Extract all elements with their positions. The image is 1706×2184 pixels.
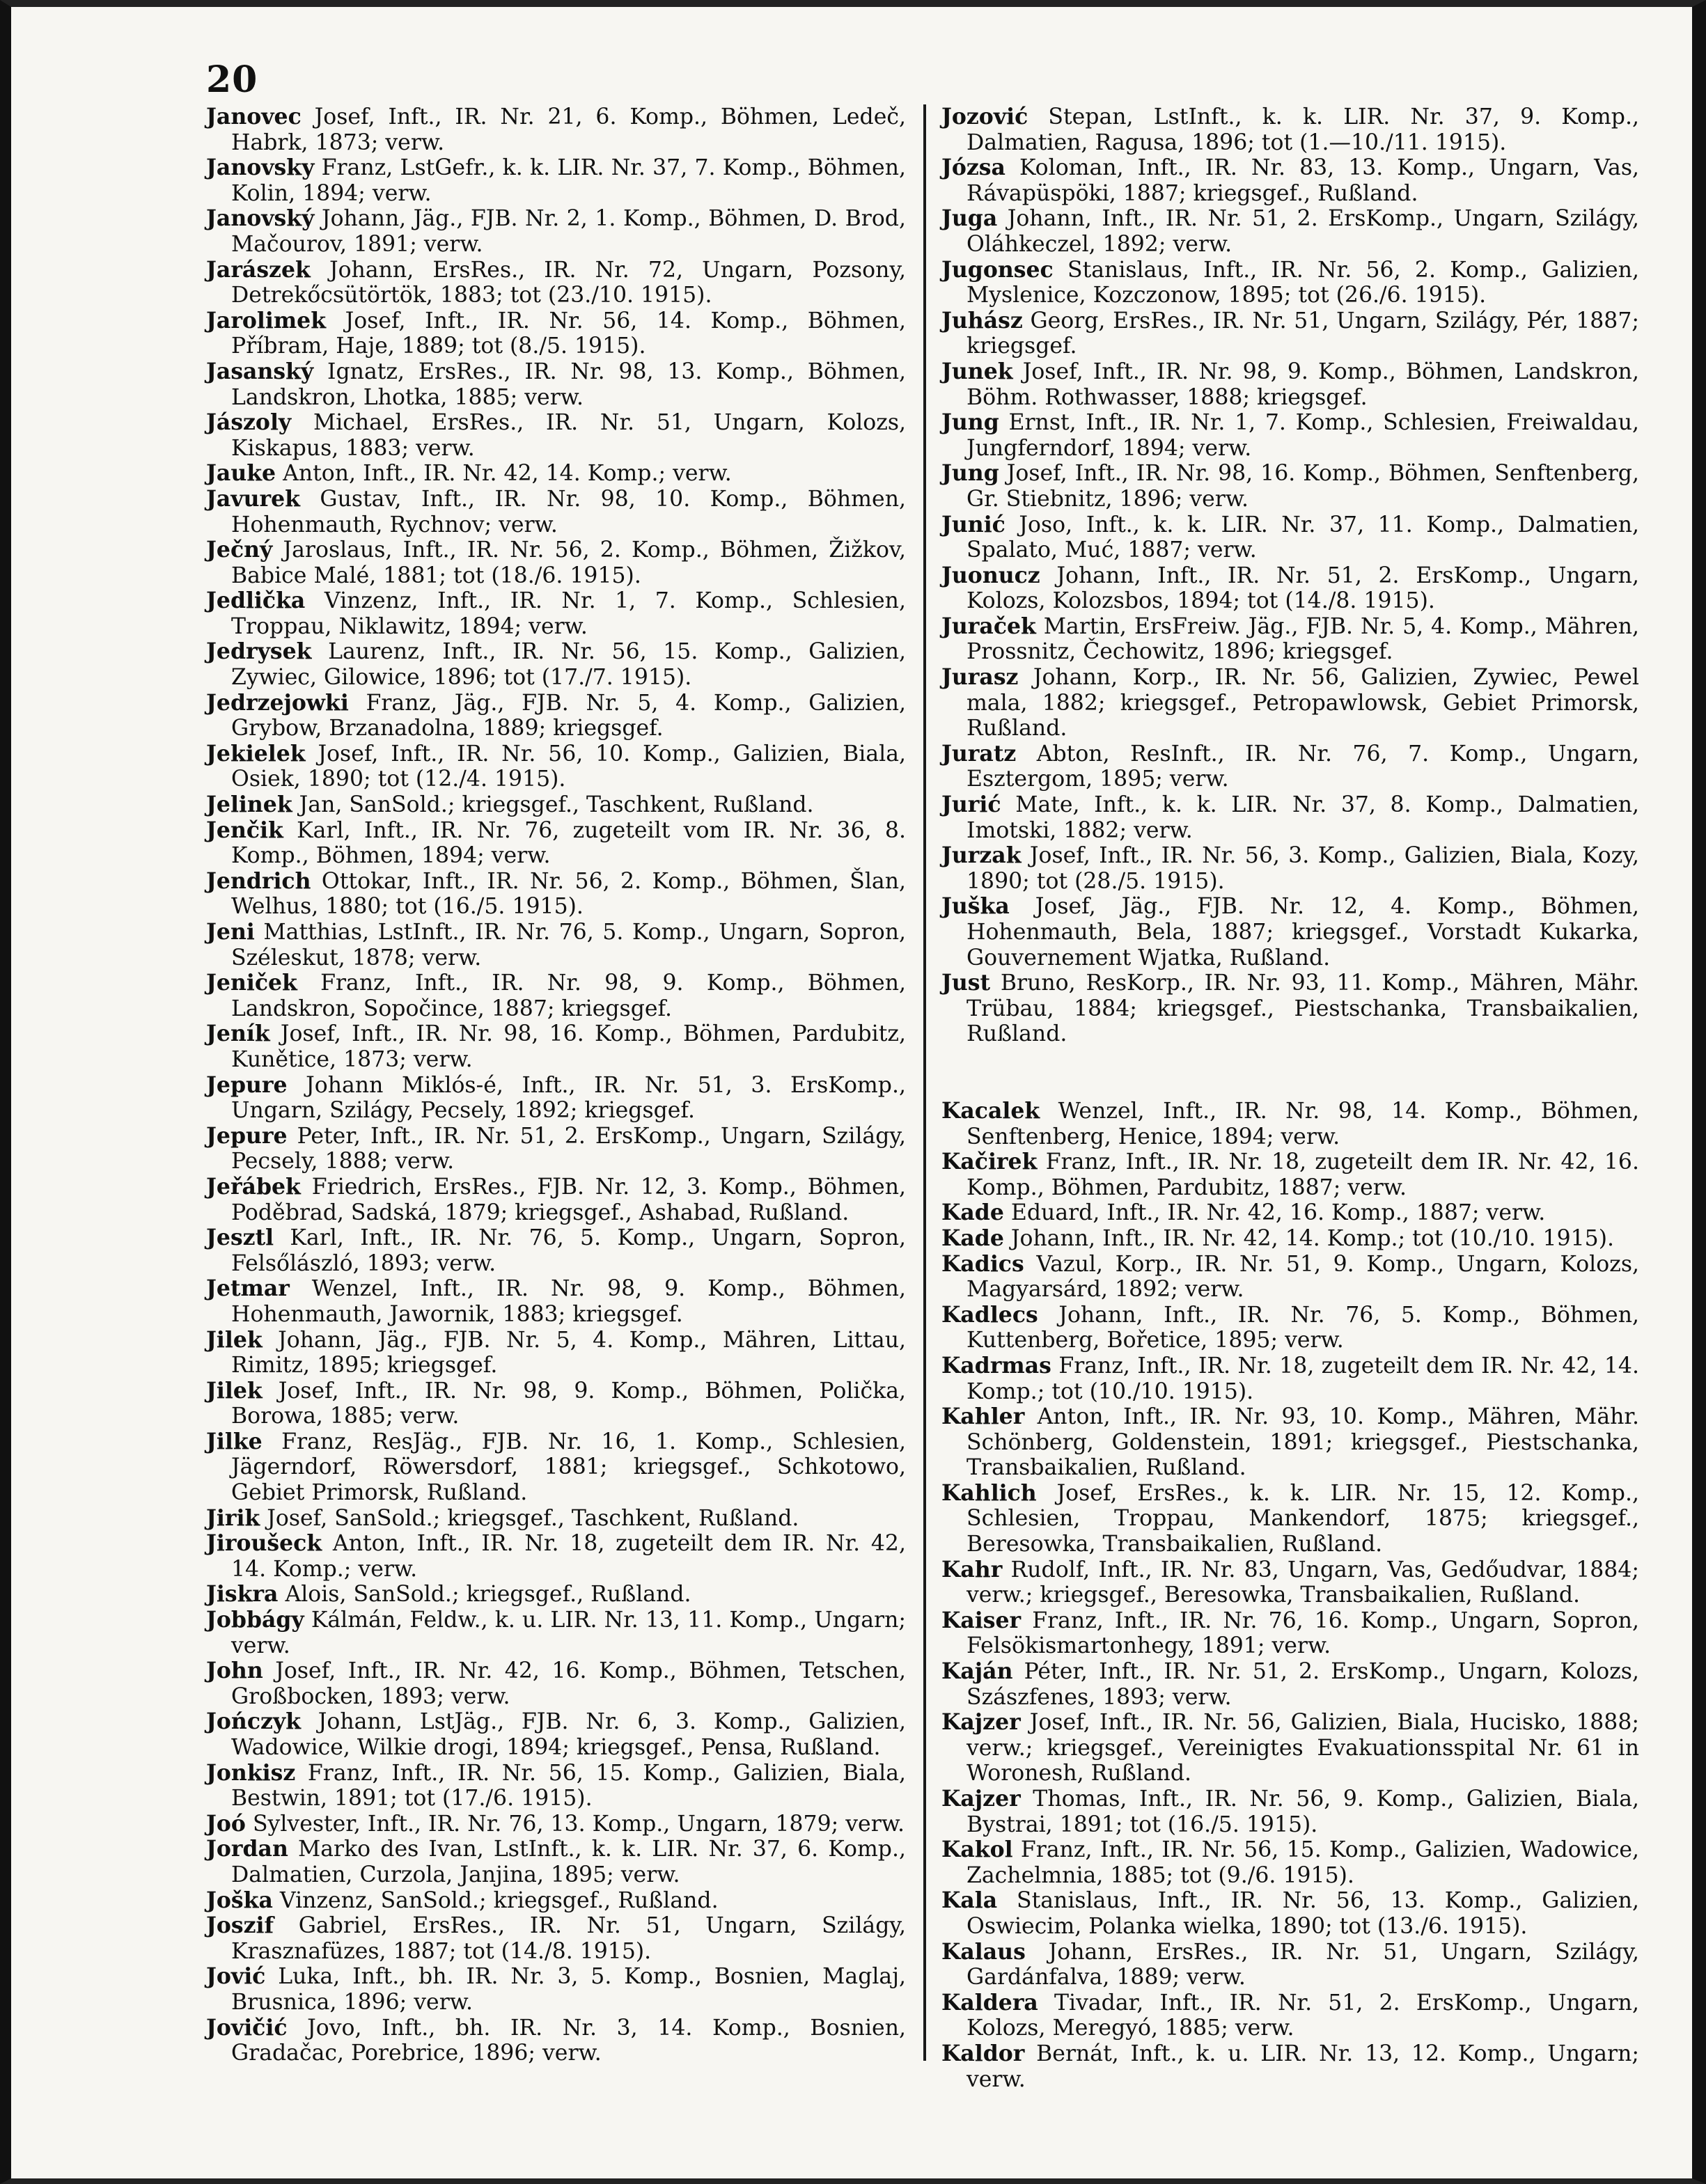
entry-details: Franz, Inft., IR. Nr. 18, zugeteilt dem IR. Nr. 42, 14. Komp.; tot (10./10. 1915). — [967, 1353, 1639, 1404]
register-entry — [206, 155, 906, 206]
entry-surname: Kalaus — [941, 1938, 1026, 1965]
entry-surname: Jończyk — [206, 1708, 302, 1735]
entry-surname: Jobbágy — [206, 1607, 304, 1633]
entry-details: Vinzenz, Inft., IR. Nr. 1, 7. Komp., Schlesien, Troppau, Niklawitz, 1894; verw. — [231, 588, 906, 639]
register-entry — [941, 206, 1639, 257]
entry-details: Joso, Inft., k. k. LIR. Nr. 37, 11. Komp., Dalmatien, Spalato, Muć, 1887; verw. — [967, 512, 1639, 563]
entry-details: Jovo, Inft., bh. IR. Nr. 3, 14. Komp., Bosnien, Gradačac, Porebrice, 1896; verw. — [231, 2015, 906, 2066]
register-entry — [206, 1073, 906, 1124]
register-entry — [206, 1837, 906, 1887]
register-entry — [941, 1353, 1639, 1404]
entry-surname: Javurek — [206, 485, 300, 512]
entry-details: Franz, Inft., IR. Nr. 98, 9. Komp., Böhmen, Landskron, Sopočince, 1887; kriegsgef. — [231, 971, 906, 1021]
register-entry — [206, 1812, 906, 1837]
entry-surname: Ječný — [206, 537, 273, 563]
entry-details: Bernát, Inft., k. u. LIR. Nr. 13, 12. Komp., Ungarn; verw. — [967, 2041, 1639, 2092]
entry-surname: Kadlecs — [941, 1301, 1038, 1328]
entry-surname: Joó — [206, 1810, 246, 1837]
entry-details: Stanislaus, Inft., IR. Nr. 56, 2. Komp., Galizien, Myslenice, Kozczonow, 1895; tot (26./6. 1915). — [967, 257, 1639, 308]
entry-details: Stanislaus, Inft., IR. Nr. 56, 13. Komp., Galizien, Oswiecim, Polanka wielka, 1890; tot (13./6. 1915). — [967, 1888, 1639, 1939]
entry-surname: Kahlich — [941, 1479, 1037, 1506]
entry-surname: Kaján — [941, 1658, 1013, 1685]
entry-details: Josef, Inft., IR. Nr. 98, 9. Komp., Böhmen, Polička, Borowa, 1885; verw. — [231, 1378, 906, 1429]
entry-surname: Jurzak — [941, 842, 1022, 869]
register-entry — [941, 665, 1639, 741]
entry-details: Bruno, ResKorp., IR. Nr. 93, 11. Komp., Mähren, Mähr. Trübau, 1884; kriegsgef., Piestschanka, Transbaikalien, Rußland. — [967, 971, 1639, 1047]
register-entry — [941, 155, 1639, 206]
register-entry — [206, 1175, 906, 1225]
entry-surname: Jurasz — [941, 664, 1019, 691]
entry-details: Marko des Ivan, LstInft., k. k. LIR. Nr. 37, 6. Komp., Dalmatien, Curzola, Janjina, 1895; verw. — [231, 1837, 906, 1887]
entry-surname: Jekielek — [206, 740, 306, 767]
entry-details: Franz, Jäg., FJB. Nr. 5, 4. Komp., Galizien, Grybow, Brzanadolna, 1889; kriegsgef. — [231, 690, 906, 741]
register-entry — [206, 920, 906, 971]
entry-surname: Jugonsec — [941, 256, 1054, 283]
register-entry — [206, 1378, 906, 1429]
entry-details: Josef, ErsRes., k. k. LIR. Nr. 15, 12. Komp., Schlesien, Troppau, Mankendorf, 1875; kriegsgef., Beresowka, Transbaikalien, Rußland. — [967, 1480, 1639, 1557]
entry-details: Matthias, LstInft., IR. Nr. 76, 5. Komp., Ungarn, Sopron, Széleskut, 1878; verw. — [231, 920, 906, 971]
register-entry — [941, 258, 1639, 308]
register-entry — [206, 818, 906, 869]
register-entry — [206, 1225, 906, 1276]
register-entry — [941, 1940, 1639, 1990]
entry-details: Péter, Inft., IR. Nr. 51, 2. ErsKomp., Ungarn, Kolozs, Szászfenes, 1893; verw. — [967, 1659, 1639, 1710]
entry-details: Stepan, LstInft., k. k. LIR. Nr. 37, 9. Komp., Dalmatien, Ragusa, 1896; tot (1.—10./11. 1915). — [967, 104, 1639, 155]
entry-surname: Jirik — [206, 1505, 260, 1531]
register-entry — [941, 1481, 1639, 1557]
entry-details: Josef, Inft., IR. Nr. 56, 14. Komp., Böhmen, Příbram, Haje, 1889; tot (8./5. 1915). — [231, 308, 906, 359]
entry-details: Johann, Jäg., FJB. Nr. 5, 4. Komp., Mähren, Littau, Rimitz, 1895; kriegsgef. — [231, 1327, 906, 1378]
entry-surname: Jilek — [206, 1326, 263, 1353]
register-entry — [206, 1582, 906, 1608]
register-entry — [941, 894, 1639, 971]
entry-details: Franz, Inft., IR. Nr. 56, 15. Komp., Galizien, Wadowice, Zachelmnia, 1885; tot (9./6. 1915). — [967, 1837, 1639, 1888]
entry-surname: Kakol — [941, 1837, 1013, 1863]
register-entry — [941, 1099, 1639, 1149]
entry-details: Johann, ErsRes., IR. Nr. 51, Ungarn, Szilágy, Gardánfalva, 1889; verw. — [967, 1939, 1639, 1990]
entry-surname: Jonkisz — [206, 1759, 296, 1786]
entry-details: Kálmán, Feldw., k. u. LIR. Nr. 13, 11. Komp., Ungarn; verw. — [231, 1608, 906, 1658]
entry-surname: Jeni — [206, 919, 255, 945]
entry-surname: Jászoly — [206, 409, 292, 436]
entry-surname: Jiroušeck — [206, 1530, 322, 1557]
register-entry — [206, 1531, 906, 1582]
entry-surname: Jarolimek — [206, 307, 327, 333]
entry-surname: Jelinek — [206, 792, 292, 818]
entry-surname: Jedlička — [206, 588, 306, 614]
register-entry — [941, 971, 1639, 1047]
entry-details: Josef, Inft., IR. Nr. 56, 10. Komp., Galizien, Biala, Osiek, 1890; tot (12./4. 1915). — [231, 741, 906, 792]
register-entry — [206, 1658, 906, 1709]
register-entry — [206, 1709, 906, 1760]
register-entry — [941, 843, 1639, 894]
entry-details: Gabriel, ErsRes., IR. Nr. 51, Ungarn, Szilágy, Krasznafüzes, 1887; tot (14./8. 1915). — [231, 1913, 906, 1964]
entry-surname: Jiskra — [206, 1581, 279, 1608]
entry-details: Josef, SanSold.; kriegsgef., Taschkent, Rußland. — [260, 1505, 799, 1531]
register-entry — [941, 1557, 1639, 1608]
entry-details: Johann, Jäg., FJB. Nr. 2, 1. Komp., Böhmen, D. Brod, Mačourov, 1891; verw. — [231, 206, 906, 257]
entry-surname: Jesztl — [206, 1225, 274, 1251]
entry-details: Ignatz, ErsRes., IR. Nr. 98, 13. Komp., Böhmen, Landskron, Lhotka, 1885; verw. — [231, 359, 906, 410]
entry-surname: Jung — [941, 460, 999, 487]
entry-surname: Kajzer — [941, 1786, 1021, 1812]
entry-details: Johann, Inft., IR. Nr. 76, 5. Komp., Böhmen, Kuttenberg, Bořetice, 1895; verw. — [967, 1302, 1639, 1353]
entry-details: Franz, LstGefr., k. k. LIR. Nr. 37, 7. Komp., Böhmen, Kolin, 1894; verw. — [231, 155, 906, 206]
entry-details: Ottokar, Inft., IR. Nr. 56, 2. Komp., Böhmen, Šlan, Welhus, 1880; tot (16./5. 1915). — [231, 868, 906, 920]
register-entry — [206, 410, 906, 461]
entry-surname: Juraček — [941, 613, 1036, 639]
register-entry — [941, 1990, 1639, 2041]
register-entry — [206, 1429, 906, 1506]
register-entry — [941, 614, 1639, 665]
entry-surname: Jedrysek — [206, 638, 312, 665]
register-entry — [206, 869, 906, 920]
entry-surname: Kaldor — [941, 2040, 1025, 2066]
entry-surname: Jenčik — [206, 817, 283, 843]
entry-details: Vazul, Korp., IR. Nr. 51, 9. Komp., Ungarn, Kolozs, Magyarsárd, 1892; verw. — [967, 1251, 1639, 1303]
entry-surname: Kačirek — [941, 1149, 1038, 1175]
entry-details: Laurenz, Inft., IR. Nr. 56, 15. Komp., Galizien, Zywiec, Gilowice, 1896; tot (17./7. 1915). — [231, 639, 906, 691]
entry-details: Anton, Inft., IR. Nr. 18, zugeteilt dem IR. Nr. 42, 14. Komp.; verw. — [231, 1531, 906, 1582]
entry-surname: Jeník — [206, 1021, 270, 1047]
entry-details: Koloman, Inft., IR. Nr. 83, 13. Komp., Ungarn, Vas, Rávapüspöki, 1887; kriegsgef., Rußland. — [967, 155, 1639, 206]
entry-surname: Jović — [206, 1963, 266, 1990]
register-entry — [206, 487, 906, 537]
entry-surname: Jasanský — [206, 358, 314, 384]
register-entry — [941, 104, 1639, 155]
entry-surname: Jovičić — [206, 2014, 288, 2041]
entry-details: Wenzel, Inft., IR. Nr. 98, 14. Komp., Böhmen, Senftenberg, Henice, 1894; verw. — [967, 1098, 1639, 1149]
entry-surname: Jepure — [206, 1071, 288, 1098]
entry-details: Tivadar, Inft., IR. Nr. 51, 2. ErsKomp., Ungarn, Kolozs, Meregyó, 1885; verw. — [967, 1990, 1639, 2041]
column-divider — [923, 104, 926, 2061]
register-entry — [941, 1710, 1639, 1786]
entry-surname: Kajzer — [941, 1709, 1021, 1736]
entry-details: Johann, Inft., IR. Nr. 51, 2. ErsKomp., Ungarn, Kolozs, Kolozsbos, 1894; tot (14./8. 1915). — [967, 563, 1639, 614]
entry-details: Franz, Inft., IR. Nr. 76, 16. Komp., Ungarn, Sopron, Felsökismartonhegy, 1891; verw. — [967, 1608, 1639, 1659]
entry-details: Anton, Inft., IR. Nr. 42, 14. Komp.; verw. — [276, 461, 732, 487]
entry-surname: Józsa — [941, 155, 1005, 181]
entry-details: Johann, Inft., IR. Nr. 51, 2. ErsKomp., Ungarn, Szilágy, Oláhkeczel, 1892; verw. — [967, 206, 1639, 257]
register-entry — [206, 1506, 906, 1532]
entry-surname: John — [206, 1658, 263, 1684]
entry-details: Peter, Inft., IR. Nr. 51, 2. ErsKomp., Ungarn, Szilágy, Pecsely, 1888; verw. — [231, 1123, 906, 1175]
entry-details: Rudolf, Inft., IR. Nr. 83, Ungarn, Vas, Gedőudvar, 1884; verw.; kriegsgef., Beresowka, Transbaikalien, Rußland. — [967, 1557, 1639, 1608]
register-entry — [941, 741, 1639, 792]
entry-surname: Juška — [941, 893, 1010, 920]
entry-details: Josef, Inft., IR. Nr. 56, Galizien, Biala, Hucisko, 1888; verw.; kriegsgef., Vereinigtes Evakuationsspital Nr. 61 in Woronesh, Rußland. — [967, 1710, 1639, 1786]
entry-details: Thomas, Inft., IR. Nr. 56, 9. Komp., Galizien, Biala, Bystrai, 1891; tot (16./5. 1915). — [967, 1786, 1639, 1837]
entry-details: Franz, Inft., IR. Nr. 56, 15. Komp., Galizien, Biala, Bestwin, 1891; tot (17./6. 1915). — [231, 1760, 906, 1812]
entry-details: Friedrich, ErsRes., FJB. Nr. 12, 3. Komp., Böhmen, Poděbrad, Sadská, 1879; kriegsgef., Ashabad, Rußland. — [231, 1174, 906, 1225]
entry-details: Alois, SanSold.; kriegsgef., Rußland. — [278, 1582, 691, 1608]
entry-details: Gustav, Inft., IR. Nr. 98, 10. Komp., Böhmen, Hohenmauth, Rychnov; verw. — [231, 486, 906, 537]
entry-details: Josef, Inft., IR. Nr. 98, 9. Komp., Böhmen, Landskron, Böhm. Rothwasser, 1888; kriegsgef. — [967, 359, 1639, 410]
entry-details: Johann, LstJäg., FJB. Nr. 6, 3. Komp., Galizien, Wadowice, Wilkie drogi, 1894; kriegsgef., Pensa, Rußland. — [231, 1709, 906, 1760]
register-entry — [941, 1149, 1639, 1200]
entry-details: Karl, Inft., IR. Nr. 76, zugeteilt vom IR. Nr. 36, 8. Komp., Böhmen, 1894; verw. — [231, 817, 906, 869]
entry-details: Georg, ErsRes., IR. Nr. 51, Ungarn, Szilágy, Pér, 1887; kriegsgef. — [967, 308, 1639, 359]
entry-details: Martin, ErsFreiw. Jäg., FJB. Nr. 5, 4. Komp., Mähren, Prossnitz, Čechowitz, 1896; kriegsgef. — [967, 613, 1639, 665]
register-entry — [206, 104, 906, 155]
register-entry — [206, 1964, 906, 2015]
entry-surname: Joszif — [206, 1912, 274, 1939]
entry-surname: Jetmar — [206, 1275, 290, 1302]
entry-details: Josef, Inft., IR. Nr. 42, 16. Komp., Böhmen, Tetschen, Großbocken, 1893; verw. — [231, 1658, 906, 1709]
entry-surname: Juratz — [941, 740, 1017, 767]
register-entry — [206, 1276, 906, 1327]
register-entry — [206, 691, 906, 741]
register-entry — [206, 2016, 906, 2066]
entry-surname: Juhász — [941, 307, 1023, 333]
register-entry — [941, 563, 1639, 614]
entry-surname: Kahr — [941, 1556, 1003, 1582]
entry-surname: Kala — [941, 1887, 998, 1914]
register-entry — [941, 512, 1639, 563]
entry-surname: Kadrmas — [941, 1352, 1051, 1378]
register-entry — [941, 1303, 1639, 1353]
entry-surname: Janovský — [206, 205, 315, 232]
entry-details: Franz, Inft., IR. Nr. 18, zugeteilt dem IR. Nr. 42, 16. Komp., Böhmen, Pardubitz, 1887; verw. — [967, 1149, 1639, 1200]
register-entry — [941, 1226, 1639, 1252]
right-column — [941, 104, 1639, 2092]
entry-details: Franz, ResJäg., FJB. Nr. 16, 1. Komp., Schlesien, Jägerndorf, Röwersdorf, 1881; kriegsgef., Schkotowo, Gebiet Primorsk, Rußland. — [231, 1429, 906, 1506]
entry-details: Abton, ResInft., IR. Nr. 76, 7. Komp., Ungarn, Esztergom, 1895; verw. — [967, 741, 1639, 792]
entry-details: Wenzel, Inft., IR. Nr. 98, 9. Komp., Böhmen, Hohenmauth, Jawornik, 1883; kriegsgef. — [231, 1276, 906, 1327]
entry-surname: Jendrich — [206, 867, 311, 894]
entry-surname: Jilek — [206, 1377, 263, 1404]
section-gap — [941, 1047, 1639, 1099]
entry-details: Vinzenz, SanSold.; kriegsgef., Rußland. — [272, 1887, 719, 1913]
entry-details: Karl, Inft., IR. Nr. 76, 5. Komp., Ungarn, Sopron, Felsőlászló, 1893; verw. — [231, 1225, 906, 1276]
register-entry — [206, 1124, 906, 1175]
entry-surname: Junić — [941, 511, 1005, 537]
register-entry — [941, 1888, 1639, 1939]
register-entry — [941, 359, 1639, 410]
entry-details: Johann, ErsRes., IR. Nr. 72, Ungarn, Pozsony, Detrekőcsütörtök, 1883; tot (23./10. 1915). — [231, 257, 906, 308]
entry-details: Mate, Inft., k. k. LIR. Nr. 37, 8. Komp., Dalmatien, Imotski, 1882; verw. — [967, 792, 1639, 843]
register-entry — [206, 258, 906, 308]
entry-surname: Joška — [206, 1887, 273, 1913]
register-entry — [206, 1761, 906, 1812]
entry-details: Johann Miklós-é, Inft., IR. Nr. 51, 3. ErsKomp., Ungarn, Szilágy, Pecsely, 1892; kriegsgef. — [231, 1072, 906, 1124]
register-entry — [206, 461, 906, 487]
register-entry — [941, 1252, 1639, 1303]
entry-surname: Jung — [941, 409, 999, 436]
entry-surname: Kacalek — [941, 1097, 1040, 1124]
register-entry — [941, 410, 1639, 461]
entry-details: Josef, Inft., IR. Nr. 21, 6. Komp., Böhmen, Ledeč, Habrk, 1873; verw. — [231, 104, 906, 155]
register-entry — [941, 1608, 1639, 1659]
register-entry — [206, 1608, 906, 1658]
register-entry — [941, 308, 1639, 359]
entry-details: Ernst, Inft., IR. Nr. 1, 7. Komp., Schlesien, Freiwaldau, Jungferndorf, 1894; verw. — [967, 410, 1639, 461]
entry-surname: Junek — [941, 358, 1013, 384]
entry-details: Josef, Inft., IR. Nr. 56, 3. Komp., Galizien, Biala, Kozy, 1890; tot (28./5. 1915). — [967, 843, 1639, 894]
entry-details: Johann, Korp., IR. Nr. 56, Galizien, Zywiec, Pewel mala, 1882; kriegsgef., Petropawlowsk, Gebiet Primorsk, Rußland. — [967, 665, 1639, 741]
entry-details: Josef, Inft., IR. Nr. 98, 16. Komp., Böhmen, Pardubitz, Kunětice, 1873; verw. — [231, 1021, 906, 1072]
register-entry — [206, 1913, 906, 1964]
register-entry — [206, 588, 906, 639]
entry-surname: Kahler — [941, 1404, 1025, 1430]
entry-surname: Just — [941, 970, 991, 996]
register-entry — [206, 359, 906, 410]
entry-details: Johann, Inft., IR. Nr. 42, 14. Komp.; tot (10./10. 1915). — [1003, 1225, 1614, 1251]
register-entry — [941, 1404, 1639, 1481]
entry-details: Jan, SanSold.; kriegsgef., Taschkent, Rußland. — [292, 792, 814, 818]
entry-details: Sylvester, Inft., IR. Nr. 76, 13. Komp., Ungarn, 1879; verw. — [245, 1811, 905, 1837]
entry-surname: Juonucz — [941, 562, 1040, 588]
register-entry — [941, 1200, 1639, 1226]
register-entry — [941, 1837, 1639, 1888]
entry-surname: Jepure — [206, 1122, 288, 1149]
entry-details: Luka, Inft., bh. IR. Nr. 3, 5. Komp., Bosnien, Maglaj, Brusnica, 1896; verw. — [231, 1964, 906, 2015]
entry-surname: Kaldera — [941, 1989, 1038, 2016]
entry-surname: Kade — [941, 1200, 1004, 1226]
register-entry — [206, 741, 906, 792]
entry-surname: Janovsky — [206, 155, 315, 181]
register-entry — [206, 1021, 906, 1072]
register-entry — [941, 1659, 1639, 1710]
register-entry — [941, 461, 1639, 512]
entry-surname: Jilke — [206, 1428, 263, 1454]
entry-surname: Jauke — [206, 460, 276, 487]
entry-details: Michael, ErsRes., IR. Nr. 51, Ungarn, Kolozs, Kiskapus, 1883; verw. — [231, 410, 906, 461]
entry-surname: Kade — [941, 1225, 1004, 1251]
register-entry — [206, 537, 906, 588]
register-entry — [206, 792, 906, 818]
register-entry — [206, 971, 906, 1021]
entry-surname: Kaiser — [941, 1607, 1022, 1633]
entry-surname: Jedrzejowki — [206, 689, 349, 716]
entry-surname: Kadics — [941, 1250, 1024, 1277]
register-entry — [941, 2041, 1639, 2092]
register-entry — [941, 1786, 1639, 1837]
register-entry — [206, 1888, 906, 1914]
entry-details: Eduard, Inft., IR. Nr. 42, 16. Komp., 1887; verw. — [1003, 1200, 1546, 1226]
entry-surname: Jarászek — [206, 256, 311, 283]
register-entry — [941, 792, 1639, 843]
page-number: 20 — [206, 58, 258, 101]
register-entry — [206, 308, 906, 359]
register-entry — [206, 639, 906, 690]
entry-surname: Jeřábek — [206, 1173, 301, 1200]
register-entry — [206, 206, 906, 257]
entry-surname: Jordan — [206, 1836, 288, 1862]
entry-surname: Juga — [941, 205, 998, 232]
entry-details: Josef, Jäg., FJB. Nr. 12, 4. Komp., Böhmen, Hohenmauth, Bela, 1887; kriegsgef., Vorstadt Kukarka, Gouvernement Wjatka, Rußland. — [967, 894, 1639, 971]
entry-details: Josef, Inft., IR. Nr. 98, 16. Komp., Böhmen, Senftenberg, Gr. Stiebnitz, 1896; verw. — [967, 461, 1639, 512]
entry-surname: Jozović — [941, 104, 1028, 129]
left-column — [206, 104, 906, 2066]
entry-surname: Jeniček — [206, 970, 297, 996]
entry-surname: Jurić — [941, 792, 1001, 818]
entry-details: Jaroslaus, Inft., IR. Nr. 56, 2. Komp., Böhmen, Žižkov, Babice Malé, 1881; tot (18./6. 1915). — [231, 537, 906, 588]
entry-surname: Janovec — [206, 104, 302, 129]
register-entry — [206, 1328, 906, 1378]
entry-details: Anton, Inft., IR. Nr. 93, 10. Komp., Mähren, Mähr. Schönberg, Goldenstein, 1891; kriegsgef., Piestschanka, Transbaikalien, Rußland. — [967, 1404, 1639, 1481]
